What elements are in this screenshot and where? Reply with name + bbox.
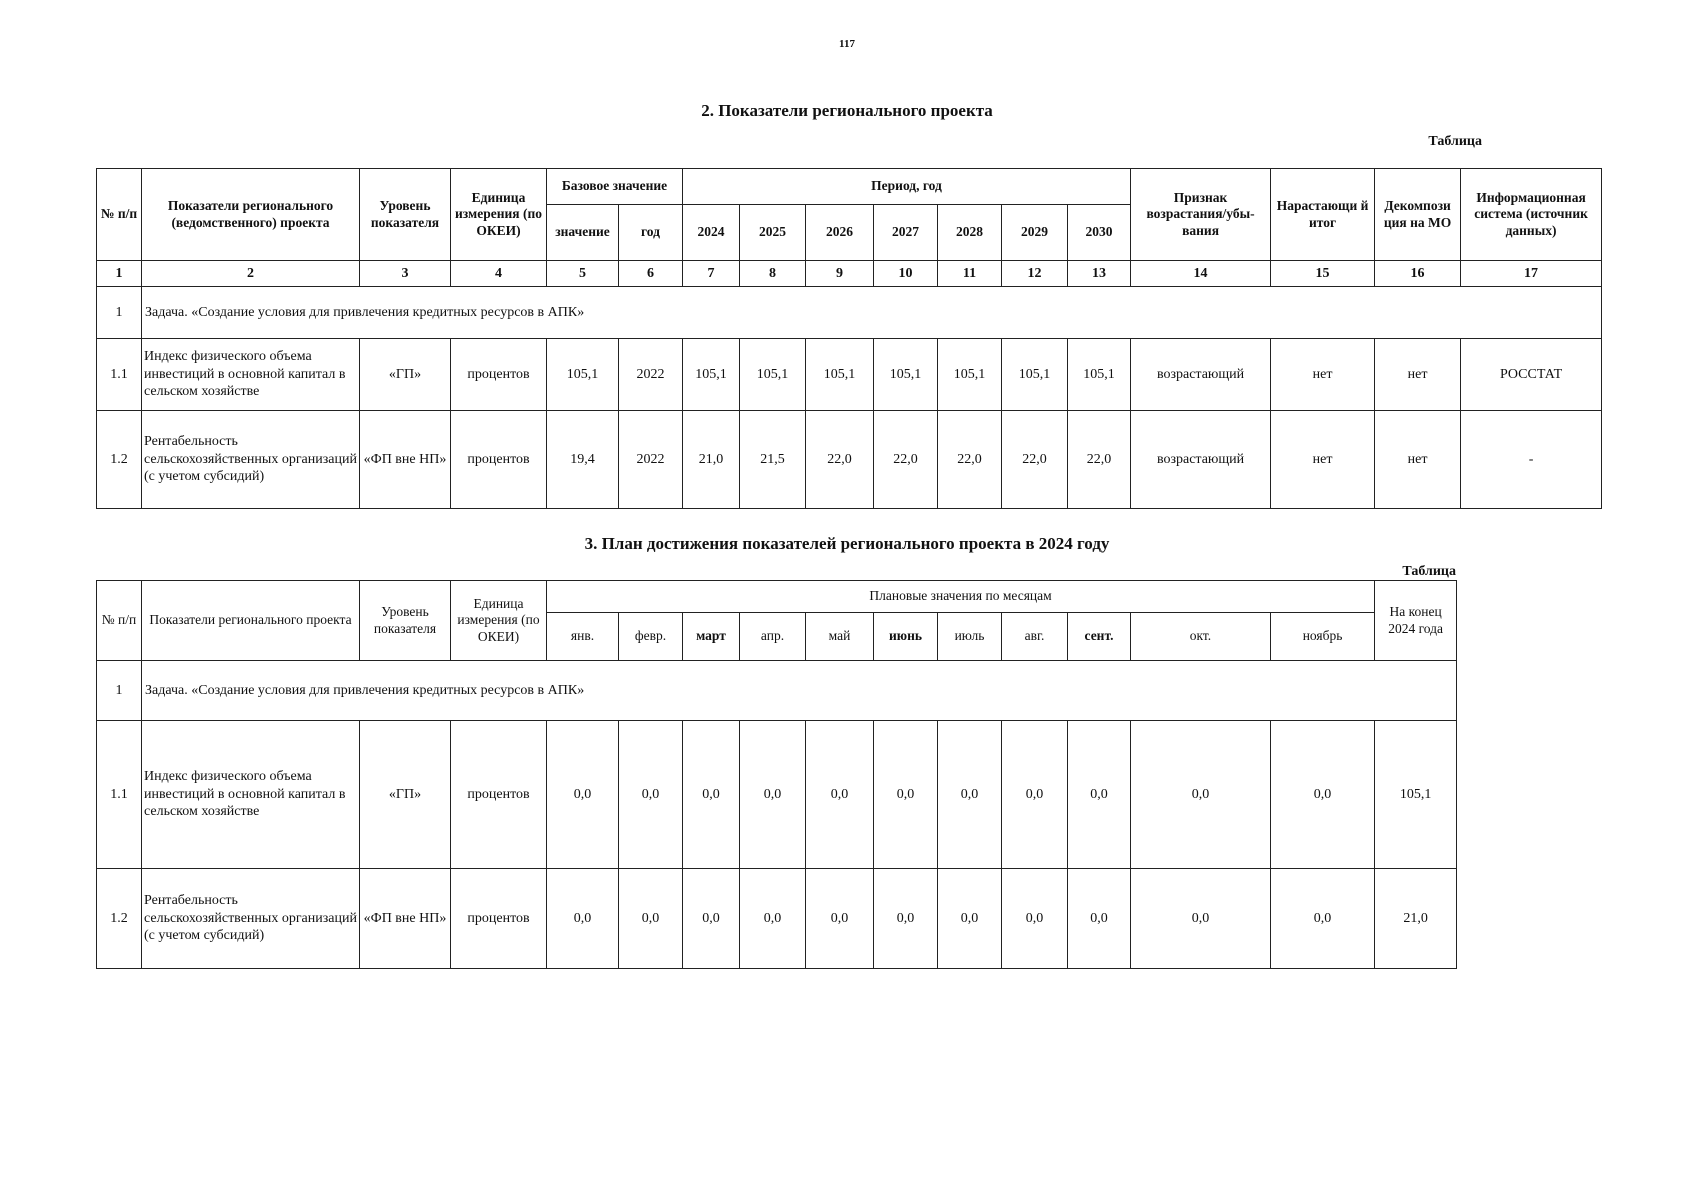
row-level: «ГП»	[360, 721, 451, 869]
row-year-value: 22,0	[874, 411, 938, 509]
row-unit: процентов	[451, 411, 547, 509]
table-row	[97, 869, 1457, 969]
col-number: 5	[547, 261, 619, 287]
col-number: 3	[360, 261, 451, 287]
task-row	[97, 661, 1457, 721]
row-level: «ФП вне НП»	[360, 869, 451, 969]
col-header-month: ноябрь	[1271, 613, 1375, 661]
section-3-table-label: Таблица	[1402, 564, 1456, 579]
col-number: 9	[806, 261, 874, 287]
row-year-value: 105,1	[683, 339, 740, 411]
col-number: 11	[938, 261, 1002, 287]
row-base-year: 2022	[619, 339, 683, 411]
row-year-value: 22,0	[1068, 411, 1131, 509]
row-month-value: 0,0	[806, 721, 874, 869]
col-number: 2	[142, 261, 360, 287]
row-year-value: 105,1	[938, 339, 1002, 411]
col-header-name: Показатели регионального (ведомственного) проекта	[142, 169, 360, 261]
row-month-value: 0,0	[683, 721, 740, 869]
row-month-value: 0,0	[1131, 869, 1271, 969]
row-year-value: 22,0	[1002, 411, 1068, 509]
col-header-name: Показатели регионального проекта	[142, 581, 360, 661]
monthly-plan-table	[96, 580, 1457, 969]
row-unit: процентов	[451, 339, 547, 411]
col-header-base-value: значение	[547, 205, 619, 261]
row-info-system: -	[1461, 411, 1602, 509]
row-year-value: 21,5	[740, 411, 806, 509]
row-num: 1.1	[97, 721, 142, 869]
row-year-value: 105,1	[740, 339, 806, 411]
col-header-year-end: На конец 2024 года	[1375, 581, 1457, 661]
col-header-num: № п/п	[97, 169, 142, 261]
row-year-value: 105,1	[1002, 339, 1068, 411]
row-month-value: 0,0	[619, 721, 683, 869]
col-header-cumulative: Нарастающи й итог	[1271, 169, 1375, 261]
col-header-year: 2028	[938, 205, 1002, 261]
row-indicator-name: Индекс физического объема инвестиций в основной капитал в сельском хозяйстве	[142, 721, 360, 869]
col-number: 6	[619, 261, 683, 287]
row-month-value: 0,0	[740, 869, 806, 969]
col-number: 1	[97, 261, 142, 287]
row-month-value: 0,0	[1002, 869, 1068, 969]
row-base-value: 105,1	[547, 339, 619, 411]
row-month-value: 0,0	[806, 869, 874, 969]
page-number: 117	[839, 38, 855, 50]
row-month-value: 0,0	[1131, 721, 1271, 869]
row-level: «ГП»	[360, 339, 451, 411]
row-unit: процентов	[451, 721, 547, 869]
row-month-value: 0,0	[547, 721, 619, 869]
col-header-month: сент.	[1068, 613, 1131, 661]
col-number: 17	[1461, 261, 1602, 287]
col-header-num: № п/п	[97, 581, 142, 661]
col-header-year: 2024	[683, 205, 740, 261]
table-row	[97, 339, 1602, 411]
col-header-unit: Единица измерения (по ОКЕИ)	[451, 581, 547, 661]
row-decomposition: нет	[1375, 339, 1461, 411]
row-month-value: 0,0	[1271, 869, 1375, 969]
table-row	[97, 721, 1457, 869]
task-text: Задача. «Создание условия для привлечения кредитных ресурсов в АПК»	[142, 661, 1457, 721]
section-3-title: 3. План достижения показателей регионального проекта в 2024 году	[584, 534, 1110, 553]
task-num: 1	[97, 287, 142, 339]
col-header-decomposition: Декомпози ция на МО	[1375, 169, 1461, 261]
col-header-monthly: Плановые значения по месяцам	[547, 581, 1375, 613]
col-header-year: 2025	[740, 205, 806, 261]
col-header-month: май	[806, 613, 874, 661]
col-header-base-year: год	[619, 205, 683, 261]
row-num: 1.2	[97, 411, 142, 509]
row-year-end: 21,0	[1375, 869, 1457, 969]
row-month-value: 0,0	[1271, 721, 1375, 869]
row-indicator-name: Индекс физического объема инвестиций в основной капитал в сельском хозяйстве	[142, 339, 360, 411]
row-sign: возрастающий	[1131, 339, 1271, 411]
col-header-year: 2030	[1068, 205, 1131, 261]
col-header-month: июнь	[874, 613, 938, 661]
col-header-month: авг.	[1002, 613, 1068, 661]
col-number: 4	[451, 261, 547, 287]
row-year-value: 22,0	[806, 411, 874, 509]
col-number: 7	[683, 261, 740, 287]
row-month-value: 0,0	[874, 721, 938, 869]
row-month-value: 0,0	[619, 869, 683, 969]
row-month-value: 0,0	[938, 721, 1002, 869]
col-header-level: Уровень показателя	[360, 169, 451, 261]
row-level: «ФП вне НП»	[360, 411, 451, 509]
col-number: 16	[1375, 261, 1461, 287]
row-month-value: 0,0	[938, 869, 1002, 969]
row-unit: процентов	[451, 869, 547, 969]
row-year-value: 105,1	[874, 339, 938, 411]
col-header-month: янв.	[547, 613, 619, 661]
row-month-value: 0,0	[1068, 721, 1131, 869]
table-row	[97, 411, 1602, 509]
row-base-value: 19,4	[547, 411, 619, 509]
col-header-month: февр.	[619, 613, 683, 661]
row-sign: возрастающий	[1131, 411, 1271, 509]
row-month-value: 0,0	[683, 869, 740, 969]
row-year-value: 21,0	[683, 411, 740, 509]
row-indicator-name: Рентабельность сельскохозяйственных организаций (с учетом субсидий)	[142, 411, 360, 509]
col-number: 13	[1068, 261, 1131, 287]
col-header-info-system: Информационная система (источник данных)	[1461, 169, 1602, 261]
task-row	[97, 287, 1602, 339]
section-2-title: 2. Показатели регионального проекта	[701, 101, 993, 120]
col-number: 12	[1002, 261, 1068, 287]
row-num: 1.2	[97, 869, 142, 969]
row-cumulative: нет	[1271, 339, 1375, 411]
col-number: 14	[1131, 261, 1271, 287]
row-month-value: 0,0	[874, 869, 938, 969]
row-indicator-name: Рентабельность сельскохозяйственных организаций (с учетом субсидий)	[142, 869, 360, 969]
col-header-unit: Единица измерения (по ОКЕИ)	[451, 169, 547, 261]
indicators-table	[96, 168, 1602, 509]
col-header-month: окт.	[1131, 613, 1271, 661]
col-header-base: Базовое значение	[547, 169, 683, 205]
col-number: 10	[874, 261, 938, 287]
row-decomposition: нет	[1375, 411, 1461, 509]
row-year-value: 105,1	[806, 339, 874, 411]
row-month-value: 0,0	[1068, 869, 1131, 969]
col-header-month: апр.	[740, 613, 806, 661]
col-header-year: 2029	[1002, 205, 1068, 261]
col-header-month: июль	[938, 613, 1002, 661]
row-cumulative: нет	[1271, 411, 1375, 509]
row-info-system: РОССТАТ	[1461, 339, 1602, 411]
row-year-end: 105,1	[1375, 721, 1457, 869]
section-2-table-label: Таблица	[1428, 134, 1482, 149]
row-num: 1.1	[97, 339, 142, 411]
col-header-year: 2026	[806, 205, 874, 261]
col-header-level: Уровень показателя	[360, 581, 451, 661]
col-header-period: Период, год	[683, 169, 1131, 205]
row-month-value: 0,0	[1002, 721, 1068, 869]
task-num: 1	[97, 661, 142, 721]
row-year-value: 105,1	[1068, 339, 1131, 411]
col-number: 8	[740, 261, 806, 287]
row-month-value: 0,0	[740, 721, 806, 869]
col-header-sign: Признак возрастания/убы-вания	[1131, 169, 1271, 261]
row-month-value: 0,0	[547, 869, 619, 969]
row-base-year: 2022	[619, 411, 683, 509]
col-number: 15	[1271, 261, 1375, 287]
col-header-month: март	[683, 613, 740, 661]
row-year-value: 22,0	[938, 411, 1002, 509]
task-text: Задача. «Создание условия для привлечения кредитных ресурсов в АПК»	[142, 287, 1602, 339]
col-header-year: 2027	[874, 205, 938, 261]
